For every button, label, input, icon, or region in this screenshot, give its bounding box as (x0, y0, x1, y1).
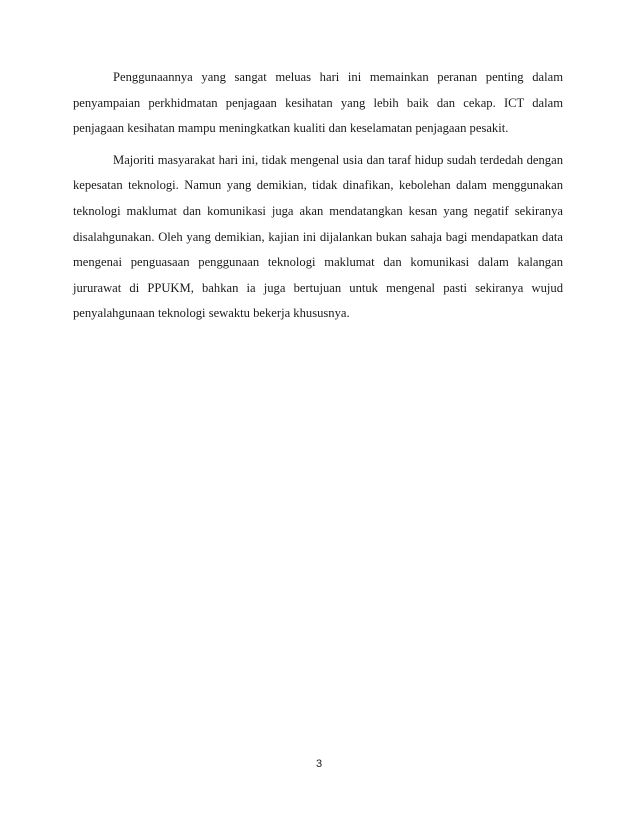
body-text (73, 65, 563, 327)
paragraph-ict-healthcare: Penggunaannya yang sangat meluas hari ini memainkan peranan penting dalam penyampaian perkhidmatan penjagaan kesihatan yang lebih baik dan cekap. ICT dalam penjagaan kesihatan mampu meningkatkan kualiti dan keselamatan penjagaan pesakit. (73, 70, 563, 136)
page-number: 3 (315, 758, 323, 770)
paragraph-technology-exposure: Majoriti masyarakat hari ini, tidak mengenal usia dan taraf hidup sudah terdedah dengan kepesatan teknologi. Namun yang demikian, tidak dinafikan, kebolehan dalam menggunakan teknologi maklumat dan komunikasi juga akan mendatangkan kesan yang negatif sekiranya disalahgunakan. Oleh yang demikian, kajian ini dijalankan bukan sahaja bagi mendapatkan data mengenai penguasaan penggunaan teknologi maklumat dan komunikasi dalam kalangan jururawat di PPUKM, bahkan ia juga bertujuan untuk mengenal pasti sekiranya wujud penyalahgunaan teknologi sewaktu bekerja khususnya. (73, 152, 563, 321)
